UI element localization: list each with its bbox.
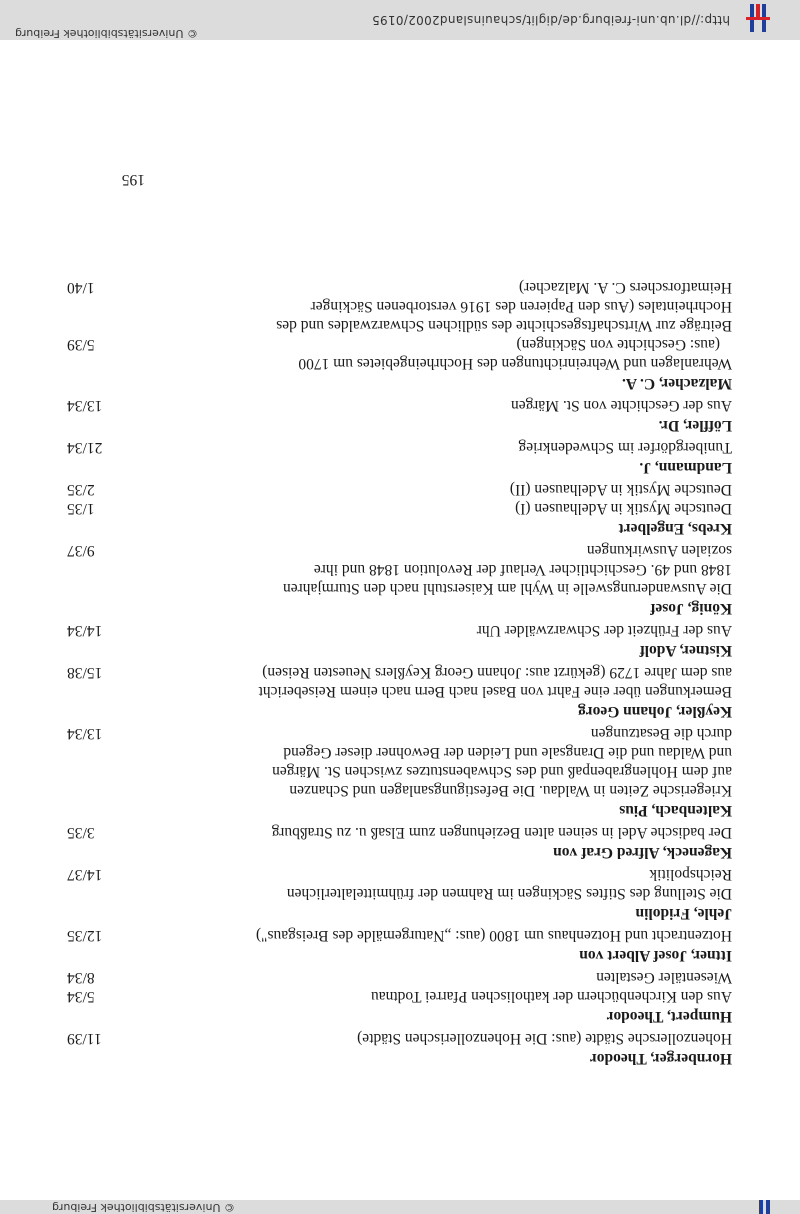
issue-reference: 21/34 (67, 439, 103, 456)
work-item (67, 278, 732, 335)
work-item (67, 724, 732, 800)
author-name: Hornberger, Theodor (589, 1050, 732, 1067)
issue-reference: 9/37 (67, 542, 95, 559)
work-item (67, 663, 732, 701)
work-title-line: Aus den Kirchenbüchern der katholischen Pfarrei Todtnau (370, 988, 732, 1005)
work-title-line: durch die Besatzungen (590, 725, 732, 742)
index-entry (67, 926, 732, 965)
work-item (67, 987, 732, 1006)
index-entry (67, 1029, 732, 1068)
index-entry (67, 865, 732, 923)
index-entry (67, 823, 732, 862)
library-logo-icon (746, 4, 770, 32)
work-title-line: Wehranlagen und Wehreinrichtungen des Hochrheingebietes um 1700 (298, 355, 732, 372)
work-item (67, 396, 732, 415)
issue-reference: 11/39 (67, 1030, 102, 1047)
author-name: Kistner, Adolf (639, 642, 732, 659)
index-entry (67, 480, 732, 538)
work-title-line: Hohenzollersche Städte (aus: Die Hohenzollerischen Städte) (357, 1030, 732, 1047)
work-item (67, 968, 732, 987)
author-index (67, 278, 732, 1068)
issue-reference: 13/34 (67, 397, 103, 414)
top-strip (0, 1200, 800, 1214)
logo-bar-blue (766, 1200, 770, 1214)
source-url[interactable]: http://dl.ub.uni-freiburg.de/diglit/schauinsland2002/0195 (371, 13, 730, 27)
work-title-line: Kriegerische Zeiten in Waldau. Die Befestigungsanlagen und Schanzen (289, 782, 732, 799)
page-number: 195 (121, 171, 145, 188)
work-title-line: Die Stellung des Stiftes Säckingen im Rahmen der frühmittelalterlichen (286, 885, 732, 902)
bottom-strip (0, 0, 800, 40)
header-copyright: © Universitätsbibliothek Freiburg (52, 1201, 235, 1214)
work-item (67, 823, 732, 842)
work-item (67, 335, 732, 373)
work-title-line: Die Auswanderungswelle in Wyhl am Kaiserstuhl nach den Sturmjahren (282, 580, 732, 597)
index-entry (67, 663, 732, 721)
work-title-line: Wiesentäler Gestalten (596, 969, 732, 986)
work-title-line: Deutsche Mystik in Adelhausen (II) (509, 481, 732, 498)
issue-reference: 15/38 (67, 664, 103, 681)
index-entry (67, 438, 732, 477)
index-entry (67, 621, 732, 660)
work-item (67, 865, 732, 903)
author-name: Kaltenbach, Pius (619, 802, 732, 819)
author-name: Löffler, Dr. (658, 417, 732, 434)
work-title-line: Reichspolitik (649, 866, 732, 883)
work-item (67, 438, 732, 457)
issue-reference: 1/35 (67, 500, 95, 517)
logo-bar-blue (759, 1200, 763, 1214)
author-name: Ittner, Josef Albert von (579, 947, 732, 964)
index-entry (67, 278, 732, 393)
work-title-line: Tunibergdörfer im Schwedenkrieg (518, 439, 732, 456)
work-item (67, 1029, 732, 1048)
work-title-line: auf dem Hohlengrabenpaß und des Schwabenstutzes zwischen St. Märgen (272, 763, 732, 780)
issue-reference: 5/34 (67, 988, 95, 1005)
author-name: Jehle, Fridolin (635, 905, 732, 922)
work-title-line: 1848 und 49. Geschichtlicher Verlauf der Revolution 1848 und ihre (313, 561, 732, 578)
work-title-line: Deutsche Mystik in Adelhausen (I) (515, 500, 732, 517)
author-name: Malzacher, C. A. (621, 375, 732, 392)
work-title-line: Beiträge zur Wirtschaftsgeschichte des südlichen Schwarzwaldes und des (276, 317, 732, 334)
issue-reference: 8/34 (67, 969, 95, 986)
issue-reference: 2/35 (67, 481, 95, 498)
work-item (67, 926, 732, 945)
index-entry (67, 541, 732, 618)
author-name: König, Josef (650, 600, 732, 617)
index-entry (67, 396, 732, 435)
logo-crossbar-red (746, 17, 770, 20)
work-title-line: und Waldau und die Drangsale und Leiden der Bewohner dieser Gegend (283, 744, 732, 761)
author-name: Kageneck, Alfred Graf von (553, 844, 732, 861)
index-entry (67, 968, 732, 1026)
index-entry (67, 724, 732, 820)
issue-reference: 5/39 (67, 336, 95, 353)
issue-reference: 14/34 (67, 622, 103, 639)
work-title-line: Hochrheintales (Aus den Papieren des 1916 verstorbenen Säckinger (310, 298, 732, 315)
issue-reference: 14/37 (67, 866, 103, 883)
work-title-line: Hotzentracht und Hotzenhaus um 1800 (aus: „Naturgemälde des Breisgaus") (255, 927, 732, 944)
work-title-line: aus dem Jahre 1729 (gekürzt aus: Johann Georg Keyßlers Neuesten Reisen) (262, 664, 732, 681)
work-item (67, 480, 732, 499)
issue-reference: 1/40 (67, 279, 95, 296)
author-name: Krebs, Engelbert (618, 520, 732, 537)
work-item (67, 499, 732, 518)
footer-copyright: © Universitätsbibliothek Freiburg (15, 27, 198, 40)
work-title-line: Aus der Geschichte von St. Märgen (511, 397, 732, 414)
author-name: Landmann, J. (639, 459, 732, 476)
author-name: Humpert, Theodor (606, 1008, 732, 1025)
issue-reference: 13/34 (67, 725, 103, 742)
work-title-line: Der badische Adel in seinen alten Beziehungen zum Elsaß u. zu Straßburg (271, 824, 732, 841)
work-title-line: Aus der Frühzeit der Schwarzwälder Uhr (476, 622, 732, 639)
work-title-line: Bemerkungen über eine Fahrt von Basel nach Bern nach einem Reisebericht (258, 683, 732, 700)
library-logo-icon (758, 1200, 770, 1214)
work-title-line: sozialen Auswirkungen (586, 542, 732, 559)
issue-reference: 3/35 (67, 824, 95, 841)
issue-reference: 12/35 (67, 927, 103, 944)
work-item (67, 621, 732, 640)
work-title-line: Heimatforschers C. A. Malzacher) (518, 279, 732, 296)
author-name: Keyßler, Johann Georg (577, 703, 732, 720)
work-title-line: (aus: Geschichte von Säckingen) (516, 336, 720, 353)
work-item (67, 541, 732, 598)
